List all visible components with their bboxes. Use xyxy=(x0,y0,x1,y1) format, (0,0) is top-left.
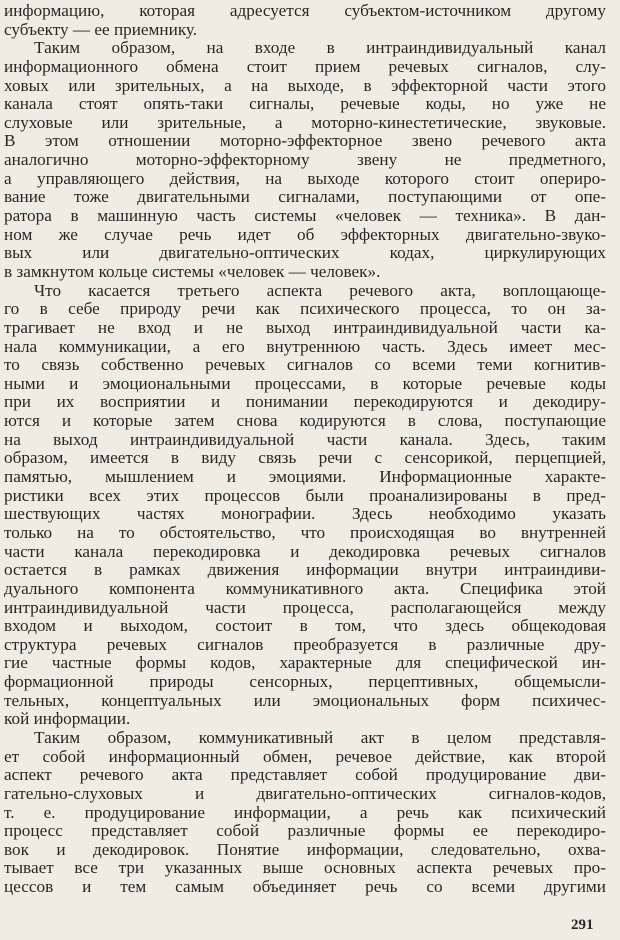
text-line: аспект речевого акта представляет собой продуцирование дви- xyxy=(4,765,606,785)
text-line: на выход интраиндивидуальной части канала. Здесь, таким xyxy=(4,429,606,449)
text-line: вых или двигательно-оптических кодах, циркулирующих xyxy=(4,243,606,263)
text-line: ристики всех этих процессов были проанализированы в пред- xyxy=(4,485,606,505)
text-line: части канала перекодировка и декодировка речевых сигналов xyxy=(4,541,606,561)
text-line: процесс представляет собой различные формы ее перекодиро- xyxy=(4,821,606,841)
text-line: информационного обмена стоит прием речевых сигналов, слу- xyxy=(4,56,606,76)
text-line: ном же случае речь идет об эффекторных двигательно-звуко- xyxy=(4,224,606,244)
text-line: тывает все три указанных выше основных аспекта речевых про- xyxy=(4,858,606,878)
text-line: вание тоже двигательными сигналами, поступающими от опе- xyxy=(4,187,606,207)
text-line: Таким образом, коммуникативный акт в целом представля- xyxy=(34,727,606,747)
text-line: при их восприятии и понимании перекодируются и декодиру- xyxy=(4,392,606,412)
text-line: аналогично моторно-эффекторному звену не предметного, xyxy=(4,150,606,170)
text-line: информацию, которая адресуется субъектом-источником другому xyxy=(4,1,606,20)
text-line: слуховые или зрительные, а моторно-кинестетические, звуковые. xyxy=(4,112,606,132)
page-number: 291 xyxy=(571,917,594,933)
text-line: т. е. продуцирование информации, а речь как психический xyxy=(4,802,606,822)
text-line: ховых или зрительных, а на выходе, в эффекторной части этого xyxy=(4,75,606,95)
text-line: канала стоят опять-таки сигналы, речевые коды, но уже не xyxy=(4,94,606,114)
text-line: Что касается третьего аспекта речевого акта, воплощающе- xyxy=(34,280,606,300)
text-line: ются и которые затем снова кодируются в слова, поступающие xyxy=(4,411,606,431)
text-line: гие частные формы кодов, характерные для специфической ин- xyxy=(4,653,606,673)
text-line: В этом отношении моторно-эффекторное звено речевого акта xyxy=(4,131,606,151)
text-line: структура речевых сигналов преобразуется в различные дру- xyxy=(4,634,606,654)
text-line: ет собой информационный обмен, речевое действие, как второй xyxy=(4,746,606,766)
text-line: входом и выходом, состоит в том, что здесь общекодовая xyxy=(4,616,606,636)
text-line: в замкнутом кольце системы «человек — человек». xyxy=(4,261,381,281)
text-line: кой информации. xyxy=(4,709,131,729)
text-line: интраиндивидуальной части процесса, располагающейся между xyxy=(4,597,606,617)
text-line: формационной природы сенсорных, перцептивных, общемысли- xyxy=(4,672,606,692)
text-line: трагивает не вход и не выход интраиндивидуальной части ка- xyxy=(4,317,606,337)
text-line: субъекту — ее приемнику. xyxy=(4,19,198,39)
text-line: дуального компонента коммуникативного акта. Специфика этой xyxy=(4,578,606,598)
text-line: ратора в машинную часть системы «человек — техника». В дан- xyxy=(4,206,606,226)
text-line: только на то обстоятельство, что происходящая во внутренней xyxy=(4,522,606,542)
text-line: Таким образом, на входе в интраиндивидуальный канал xyxy=(34,38,606,58)
text-line: образом, имеется в виду связь речи с сенсорикой, перцепцией, xyxy=(4,448,606,468)
text-line: шествующих частях монографии. Здесь необходимо указать xyxy=(4,504,606,524)
text-line: вок и декодировок. Понятие информации, следовательно, охва- xyxy=(4,839,606,859)
text-line: ными и эмоциональными процессами, в которые речевые коды xyxy=(4,373,606,393)
text-line: гательно-слуховых и двигательно-оптических сигналов-кодов, xyxy=(4,783,606,803)
text-line: тельных, концептуальных или эмоциональных форм психичес- xyxy=(4,690,606,710)
text-line: цессов и тем самым объединяет речь со всеми другими xyxy=(4,877,606,897)
text-line: остается в рамках движения информации внутри интраиндиви- xyxy=(4,560,606,580)
text-line: то связь собственно речевых сигналов со всеми теми когнитив- xyxy=(4,355,606,375)
body-text xyxy=(4,2,606,897)
text-line: а управляющего действия, на выходе которого стоит опериро- xyxy=(4,168,606,188)
text-line: нала коммуникации, а его внутреннюю часть. Здесь имеет мес- xyxy=(4,336,606,356)
text-line: го в себе природу речи как психического процесса, то он за- xyxy=(4,299,606,319)
text-line: памятью, мышлением и эмоциями. Информационные характе- xyxy=(4,467,606,487)
